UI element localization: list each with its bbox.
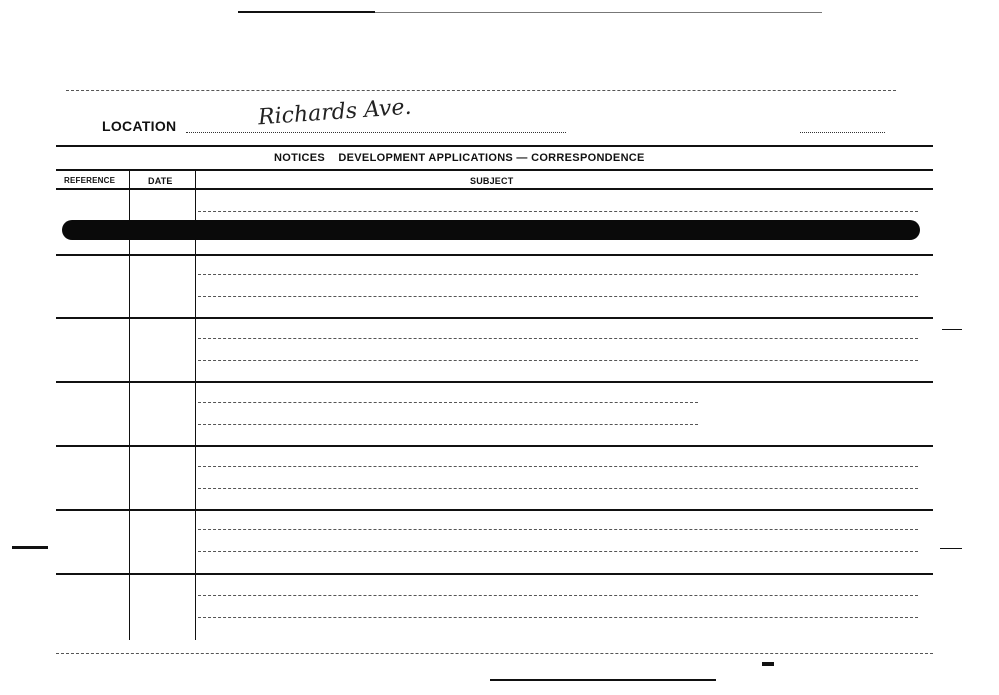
- column-divider-date: [195, 170, 196, 640]
- row-6-bottom-rule: [56, 573, 933, 575]
- header-rule-top: [56, 145, 933, 147]
- row-2-subject-line-2: [198, 296, 918, 297]
- row-2-bottom-rule: [56, 317, 933, 319]
- row-4-bottom-rule: [56, 445, 933, 447]
- row-6-subject-line-2: [198, 551, 918, 552]
- row-6-subject-line-1: [198, 529, 918, 530]
- margin-mark-right-1: [942, 329, 962, 330]
- card-top-border: [66, 90, 896, 91]
- row-2-subject-line-1: [198, 274, 918, 275]
- row-7-subject-line-1: [198, 595, 918, 596]
- location-label: LOCATION: [102, 118, 177, 134]
- header-rule-mid: [56, 169, 933, 171]
- row-7-subject-line-2: [198, 617, 918, 618]
- row-4-subject-line-1: [198, 402, 698, 403]
- row-1-subject-line-1: [198, 211, 918, 212]
- scan-edge-bottom: [490, 679, 716, 681]
- row-3-subject-line-2: [198, 360, 918, 361]
- margin-mark-right-2: [940, 548, 962, 549]
- scan-artifact-bottom: [762, 662, 774, 666]
- header-rule-bottom: [56, 188, 933, 190]
- row-5-subject-line-1: [198, 466, 918, 467]
- section-title: NOTICES DEVELOPMENT APPLICATIONS — CORRESPONDENCE: [274, 152, 645, 164]
- location-value: Richards Ave.: [257, 94, 413, 131]
- scan-edge-top-thin: [375, 12, 822, 13]
- card-bottom-border: [56, 653, 933, 654]
- location-underline: [186, 132, 566, 133]
- scan-edge-top: [238, 11, 375, 13]
- location-underline-right: [800, 132, 885, 133]
- row-4-subject-line-2: [198, 424, 698, 425]
- row-5-bottom-rule: [56, 509, 933, 511]
- row-3-subject-line-1: [198, 338, 918, 339]
- column-header-date: DATE: [148, 176, 173, 186]
- redaction-bar: [62, 220, 920, 240]
- column-header-subject: SUBJECT: [470, 176, 514, 186]
- row-1-bottom-rule: [56, 254, 933, 256]
- column-divider-reference: [129, 170, 130, 640]
- column-header-reference: REFERENCE: [64, 176, 116, 185]
- row-3-bottom-rule: [56, 381, 933, 383]
- row-5-subject-line-2: [198, 488, 918, 489]
- margin-mark-left: [12, 546, 48, 549]
